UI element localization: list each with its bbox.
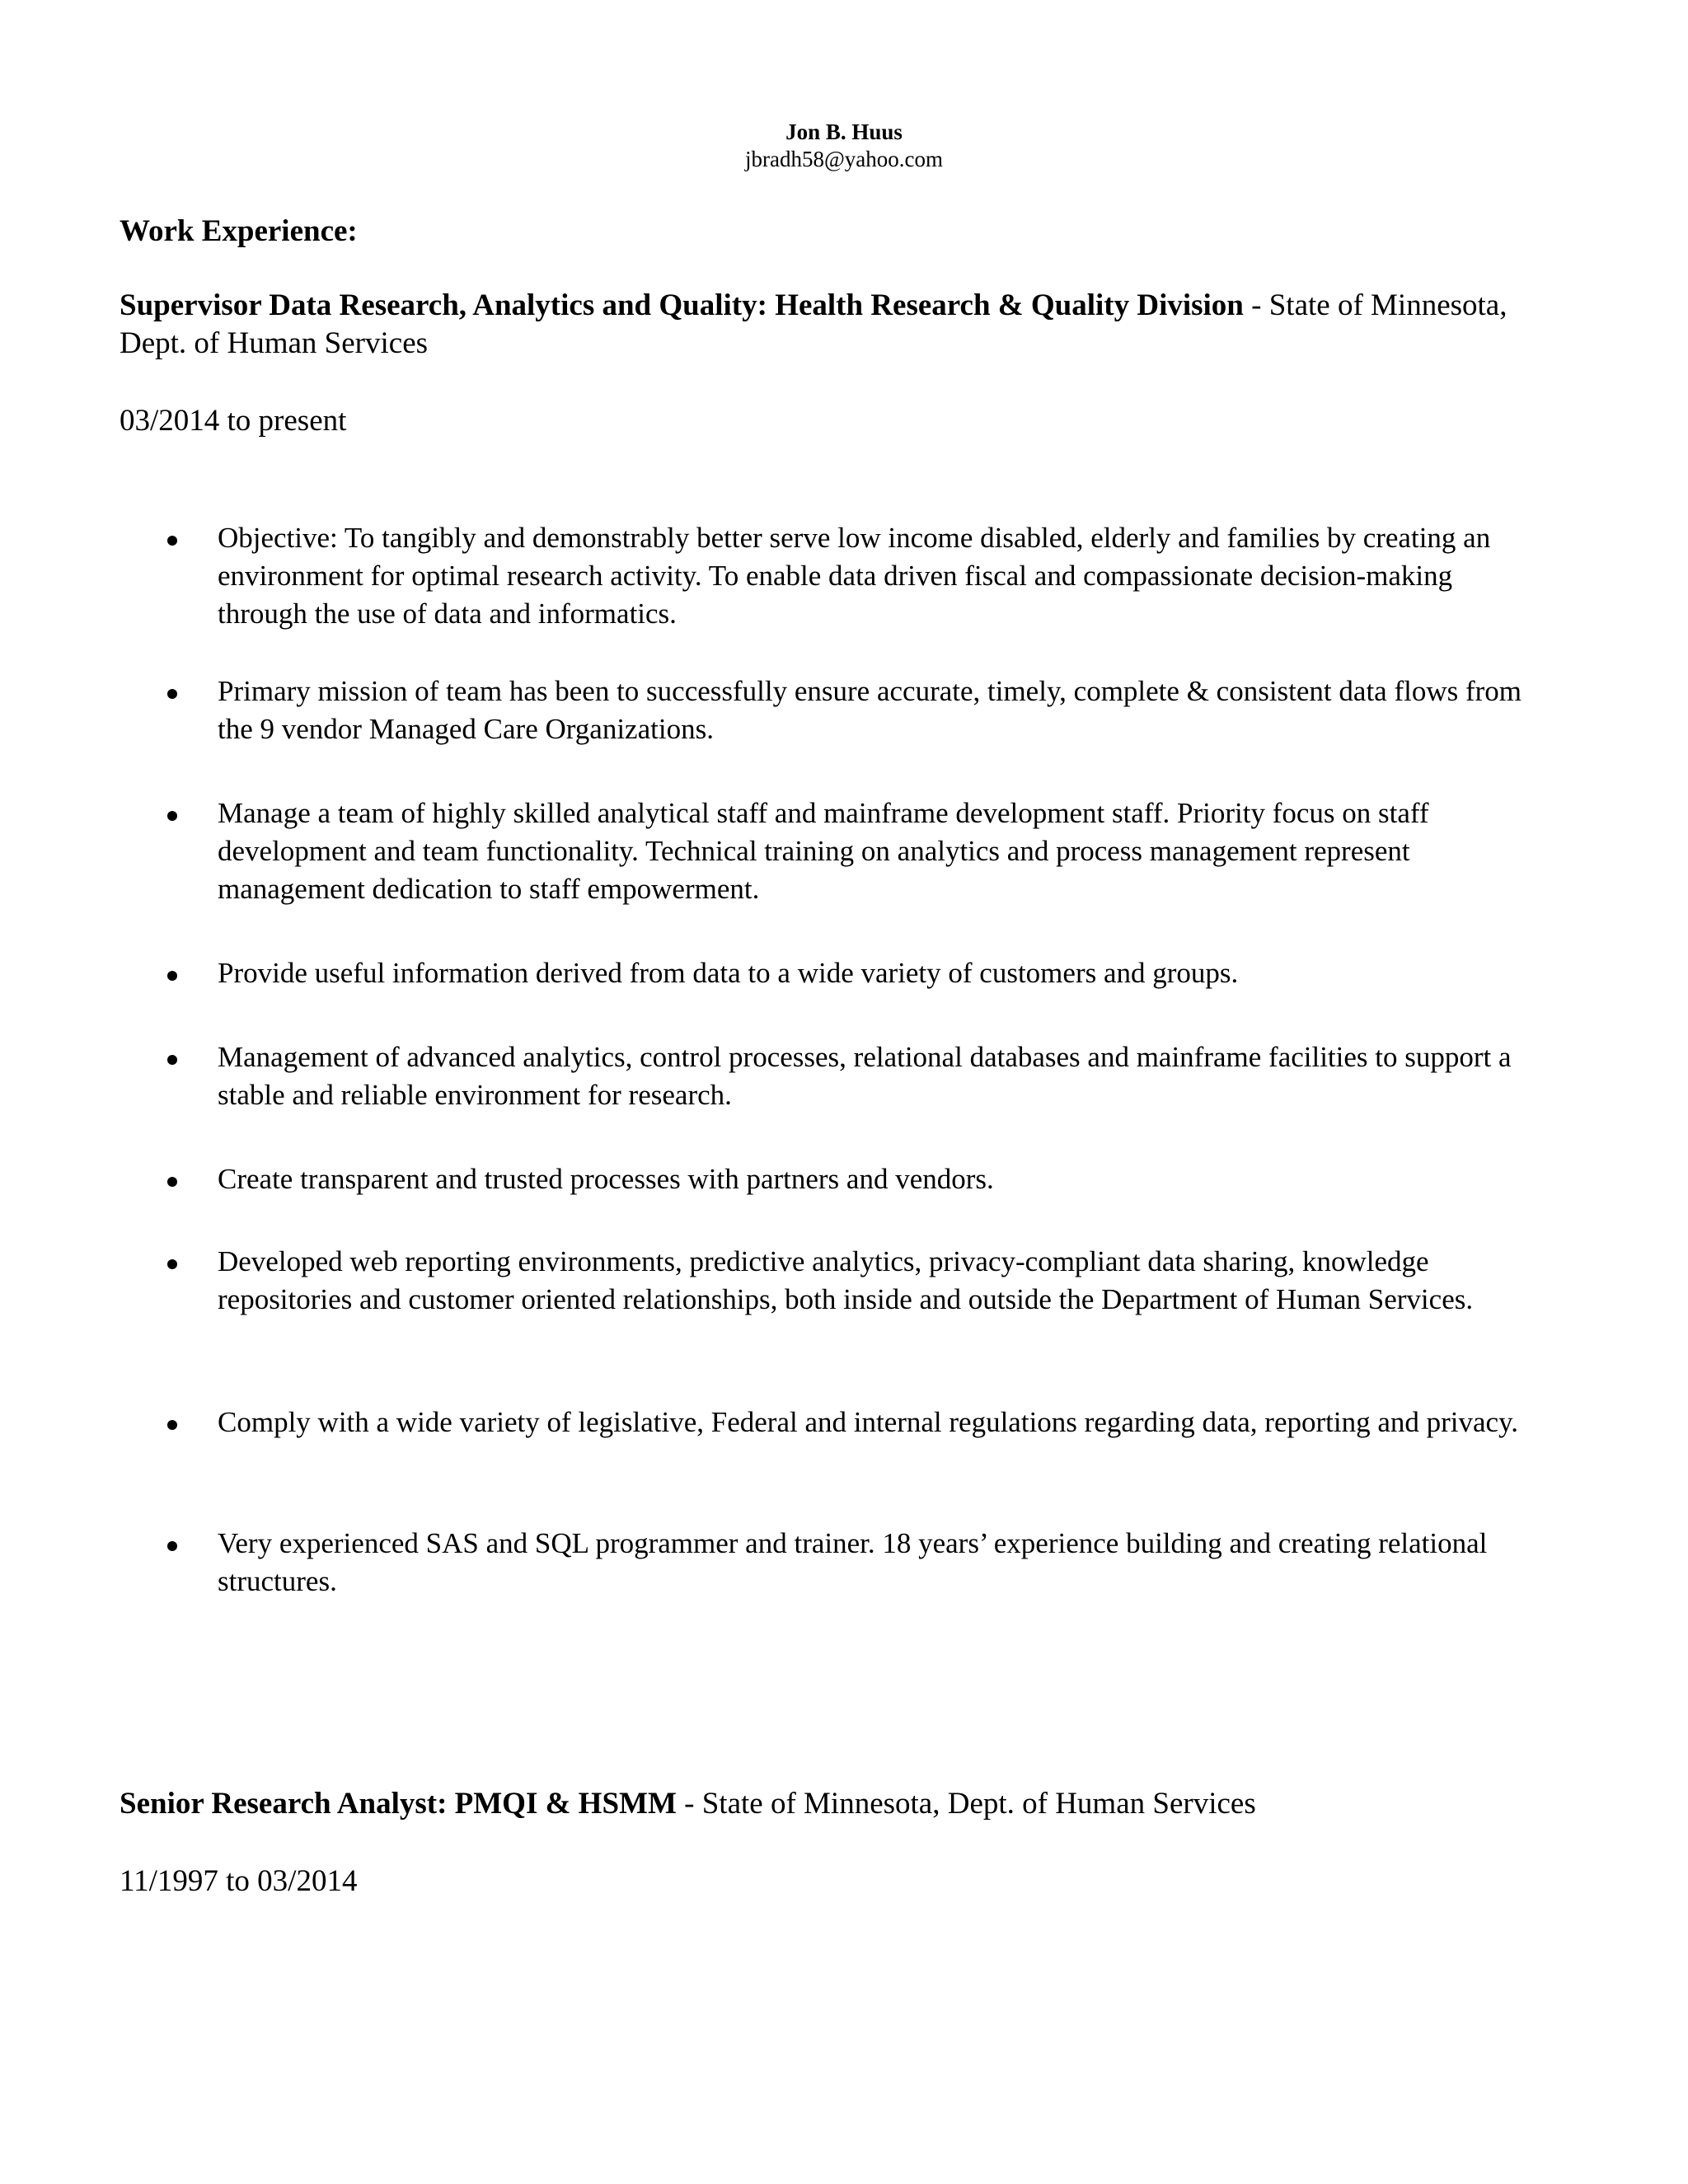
job-dates-1: 03/2014 to present <box>120 404 347 438</box>
bullet-icon <box>167 811 177 821</box>
job-employer: - State of Minnesota, Dept. of Human Services <box>676 1787 1256 1821</box>
bullet-icon <box>167 689 177 699</box>
list-item-text: Developed web reporting environments, predictive analytics, privacy-compliant data sharing, knowledge repositories and customer oriented relationships, both inside and outside the Department of Human Services. <box>218 1245 1474 1315</box>
job-role: Supervisor Data Research, Analytics and Quality: Health Research & Quality Division <box>120 288 1244 322</box>
list-item-text: Provide useful information derived from data to a wide variety of customers and groups. <box>218 957 1239 989</box>
candidate-email: jbradh58@yahoo.com <box>744 147 944 171</box>
list-item-text: Very experienced SAS and SQL programmer and trainer. 18 years’ experience building and creating relational structures. <box>218 1527 1488 1597</box>
bullet-icon <box>167 1541 177 1551</box>
bullet-icon <box>167 536 177 546</box>
candidate-name: Jon B. Huus <box>785 120 903 144</box>
job-title-1 <box>120 287 1537 363</box>
section-title-work-experience: Work Experience: <box>120 214 358 248</box>
bullet-icon <box>167 1177 177 1187</box>
bullet-icon <box>167 971 177 981</box>
job-employer: - State of Minnesota, Dept. of Human Services <box>120 288 1507 360</box>
list-item-text: Manage a team of highly skilled analytical staff and mainframe development staff. Priority focus on staff development and team functionality. Technical training on analytics and process management represent management dedication to staff empowerment. <box>218 797 1429 905</box>
bullet-icon <box>167 1420 177 1430</box>
job-role: Senior Research Analyst: PMQI & HSMM <box>120 1787 677 1821</box>
list-item-text: Create transparent and trusted processes with partners and vendors. <box>218 1163 994 1195</box>
job-title-2 <box>120 1785 1537 1823</box>
bullet-icon <box>167 1259 177 1269</box>
bullet-icon <box>167 1055 177 1065</box>
list-item-text: Comply with a wide variety of legislative, Federal and internal regulations regarding data, reporting and privacy. <box>218 1406 1519 1438</box>
job-dates-2: 11/1997 to 03/2014 <box>120 1864 358 1898</box>
list-item-text: Objective: To tangibly and demonstrably better serve low income disabled, elderly and families by creating an environment for optimal research activity. To enable data driven fiscal and compassionate decision-making through the use of data and informatics. <box>218 522 1491 630</box>
list-item-text: Primary mission of team has been to successfully ensure accurate, timely, complete & consistent data flows from the 9 vendor Managed Care Organizations. <box>218 675 1522 745</box>
list-item-text: Management of advanced analytics, control processes, relational databases and mainframe facilities to support a stable and reliable environment for research. <box>218 1041 1512 1111</box>
